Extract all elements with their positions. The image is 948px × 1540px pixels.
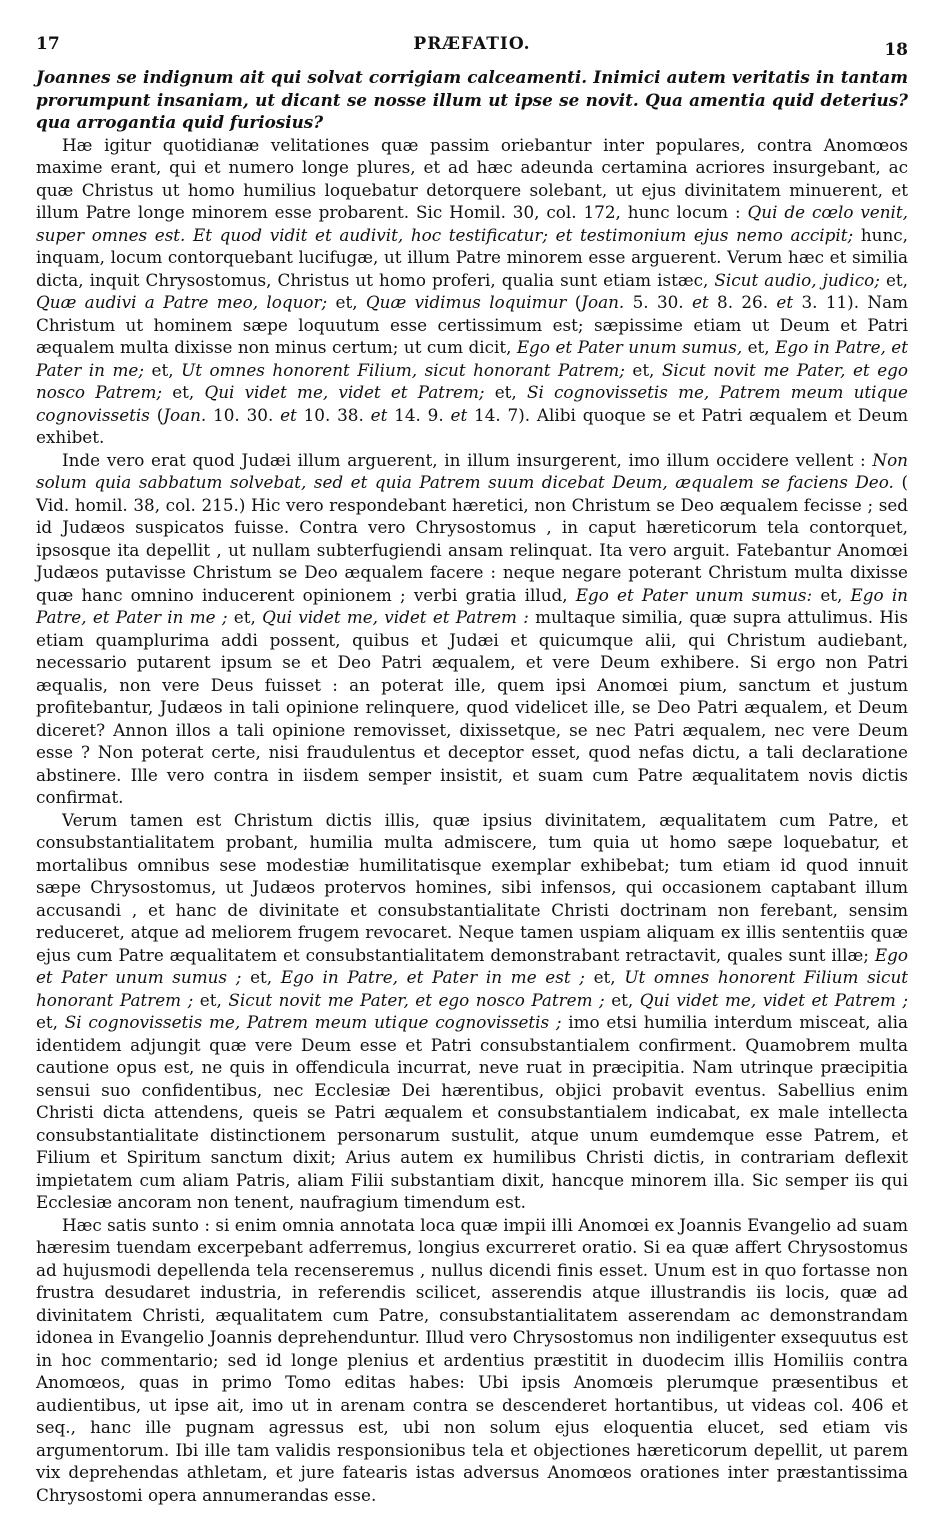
text-run: et,	[241, 967, 281, 987]
text-run: et,	[624, 359, 662, 380]
text-run: et,	[36, 1012, 65, 1032]
paragraph-4	[36, 809, 908, 1214]
text-run: et,	[327, 292, 366, 312]
text-run: Ut omnes honorent Filium sicut honorant Patrem ;	[36, 967, 909, 1010]
text-run: et,	[144, 359, 182, 380]
text-run: 14. 7). Alibi quoque se et Patri æqualem et Deum exhibet.	[36, 404, 908, 447]
document-page	[36, 28, 908, 1524]
text-run: Hæc satis sunto : si enim omnia annotata loca quæ impii illi Anomœi ex Joannis Evangelio ad suam hæresim tuendam excerpebant adferremus, longius excurreret oratio. Si ea quæ affert Chrysostomus ad hujusmodi depellenda tela recenseremus , nullus dicendi finis esset. Unum est in quo fortasse non frustra desudaret industria, in referendis scilicet, asserendis atque illustrandis iis locis, quæ ad divinitatem Christi, æqualitatem cum Patre, consubstantialitatem asserendam ac demonstrandam idonea in Evangelio Joannis deprehenduntur. Illud vero Chrysostomus non indiligenter exsequutus est in hoc commentario; sed id longe plenius et ardentius præstitit in duodecim illis Homiliis contra Anomœos, quas in primo Tomo editas habes: Ubi ipsis Anomœis plerumque præsentibus et audientibus, ut ipse ait, imo ut in arenam contra se descenderet hortantibus, ut videas col. 406 et seq., hanc ille pugnam agressus est, ubi non solum ejus eloquentia elucet, sed etiam vis argumentorum. Ibi ille tam validis responsionibus tela et objectiones hæreticorum depellit, ut parem vix deprehendas athletam, et jure fatearis istas adversus Anomœos orationes inter præstantissima Chrysostomi opera annumerandas esse.	[36, 1214, 908, 1505]
text-run: Inde vero erat quod Judæi illum arguerent, in illum insurgerent, imo illum occidere vellent :	[62, 449, 873, 470]
text-run: et,	[812, 584, 851, 605]
text-run: et,	[193, 989, 229, 1010]
running-header	[36, 28, 908, 66]
text-run: 5. 30.	[624, 292, 692, 312]
page-number-right: 18	[884, 40, 908, 60]
text-run: Quæ audivi a Patre meo, loquor;	[36, 292, 328, 312]
text-run: Qui videt me, videt et Patrem :	[262, 607, 529, 627]
running-title: PRÆFATIO.	[413, 34, 531, 54]
text-run: et,	[162, 382, 205, 402]
text-run: Ego et Pater unum sumus:	[575, 584, 813, 605]
text-run: et,	[604, 989, 640, 1010]
text-run: et	[280, 404, 297, 425]
text-run: 8. 26.	[708, 292, 777, 312]
text-run: 10. 30.	[206, 404, 281, 425]
text-run: (	[149, 404, 164, 425]
text-run: 10. 38.	[296, 404, 371, 425]
text-run: Ego in Patre, et Pater in me est ;	[280, 967, 585, 987]
text-run: Non solum quia sabbatum solvebat, sed et quia Patrem suum dicebat Deum, æqualem se faciens Deo.	[36, 449, 908, 492]
text-run: Qui videt me, videt et Patrem;	[204, 382, 485, 402]
paragraph-3	[36, 449, 908, 809]
text-run: hunc, inquam, locum contorquebant lucifugæ, ut illum Patre minorem esse arguerent. Verum hæc et similia dicta, inquit Chrysostomus, Christus ut homo proferi, qualia sunt etiam istæc,	[36, 224, 908, 290]
text-run: Ego et Pater unum sumus,	[516, 337, 743, 357]
text-run: 3. 11). Nam Christum ut hominem sæpe loquutum esse certissimum est; sæpissime etiam ut Deum et Patri æqualem multa dixisse non minus certum; ut cum dicit,	[36, 292, 908, 357]
page-number-left: 17	[36, 34, 60, 54]
text-run: et,	[484, 382, 527, 402]
text-run: Sicut audio, judico;	[714, 269, 880, 290]
text-run: Ut omnes honorent Filium, sicut honorant Patrem;	[181, 359, 625, 380]
text-run: Quæ vidimus loquimur	[365, 292, 567, 312]
body-text	[36, 66, 908, 1506]
text-run: et	[776, 292, 794, 312]
text-run: Hæ igitur quotidianæ velitationes quæ passim oriebantur inter populares, contra Anomœos maxime erant, qui et numero longe plures, et ad hæc adeunda certamina acriores insurgebant, ac quæ Christus ut homo humilius loquebatur detorquere solebant, ut ejus divinitatem minuerent, et illum Patre longe minorem esse probarent. Sic Homil. 30, col. 172, hunc locum :	[36, 134, 908, 222]
text-run: et	[691, 292, 709, 312]
text-run: et,	[879, 269, 908, 290]
text-run: et	[450, 404, 468, 425]
text-run: Ego in Patre, et Pater in me;	[36, 337, 908, 380]
text-run: Si cognovissetis me, Patrem meum utique cognovissetis ;	[64, 1012, 562, 1032]
text-run: Joan.	[163, 404, 207, 425]
text-run: Sicut novit me Pater, et ego nosco Patrem ;	[228, 989, 605, 1010]
text-run: et,	[227, 607, 263, 627]
text-run: Joannes se indignum ait qui solvat corrigiam calceamenti. Inimici autem veritatis in tantam prorumpunt insaniam, ut dicant se nosse illum ut ipse se novit. Qua amentia quid deterius? qua arrogantia quid furiosius?	[36, 67, 908, 132]
text-run: Joan.	[581, 292, 625, 312]
text-run: Qui de cœlo venit, super omnes est. Et quod vidit et audivit, hoc testificatur; et testimonium ejus nemo accipit;	[36, 202, 908, 245]
paragraph-2	[36, 134, 908, 449]
text-run: Qui videt me, videt et Patrem ;	[639, 989, 909, 1010]
paragraph-1	[36, 66, 908, 134]
paragraph-5	[36, 1214, 908, 1507]
text-run: et,	[742, 337, 776, 357]
text-run: et	[370, 404, 388, 425]
text-run: Ego et Pater unum sumus ;	[36, 944, 908, 987]
text-run: Si cognovissetis me, Patrem meum utique cognovissetis	[36, 382, 908, 425]
text-run: ( Vid. homil. 38, col. 215.) Hic vero respondebant hæretici, non Christum se Deo æqualem fecisse ; sed id Judæos suspicatos fuisse. Contra vero Chrysostomus , in caput hæreticorum tela contorquet, ipsosque ita depellit , ut nullam subterfugiendi ansam relinquat. Ita vero arguit. Fatebantur Anomœi Judæos putavisse Christum se Deo æqualem facere : neque negare poterant Christum multa dixisse quæ hanc omnino inducerent opinionem ; verbi gratia illud,	[36, 472, 908, 605]
text-run: Ego in Patre, et Pater in me ;	[36, 584, 908, 627]
text-run: imo etsi humilia interdum misceat, alia identidem adjungit quæ vere Deum esse et Patri consubstantialem confirment. Quamobrem multa cautione opus est, ne quis in offendicula incurrat, neve ruat in præcipitia. Nam utrinque præcipitia sensui suo confidentibus, nec Ecclesiæ Dei hærentibus, objici probavit eventus. Sabellius enim Christi dicta attendens, queis se Patri æqualem et consubstantialem indicabat, ex male intellecta consubstantialitate distinctionem personarum sustulit, atque unum eumdemque esse Patrem, et Filium et Spiritum sanctum dixit; Arius autem ex humilibus Christi dictis, in contrariam deflexit impietatem cum aliam Patris, aliam Filii substantiam dixit, hancque minorem illa. Sic semper iis qui Ecclesiæ ancoram non tenent, naufragium timendum est.	[36, 1012, 908, 1212]
text-run: multaque similia, quæ supra attulimus. His etiam quamplurima addi possent, quibus et Judæi et quicumque alii, qui Christum audiebant, necessario putarent ipsum se et Deo Patri æqualem, et vere Deum exhibere. Si ergo non Patri æqualis, non vere Deus fuisset : an poterat ille, quem ipsi Anomœi pium, sanctum et justum profitebantur, Judæos in tali opinione relinquere, quod videlicet ille, se Deo Patri æqualem, et Deum diceret? Annon illos a tali opinione removisset, dixissetque, se nec Patri æqualem, nec vere Deum esse ? Non poterat certe, nisi fraudulentus et deceptor esset, quod nefas dictu, a tali declaratione abstinere. Ille vero contra in iisdem semper insistit, et suam cum Patre æqualitatem novis dictis confirmat.	[36, 607, 908, 807]
text-run: (	[566, 292, 582, 312]
text-run: Verum tamen est Christum dictis illis, quæ ipsius divinitatem, æqualitatem cum Patre, et consubstantialitatem probant, humilia multa admiscere, tum quia ut homo sæpe loquebatur, et mortalibus omnibus sese modestiæ humilitatisque exemplar exhibebat; tum etiam id quod innuit sæpe Chrysostomus, ut Judæos protervos homines, sibi infensos, qui occasionem captabant illum accusandi , et hanc de divinitate et consubstantialitate Christi doctrinam non ferebant, sensim reduceret, atque ad meliorem frugem revocaret. Neque tamen uspiam aliquam ex illis sententiis quæ ejus cum Patre æqualitatem et consubstantialitatem demonstrabant retractavit, quales sunt illæ;	[36, 809, 908, 965]
text-run: 14. 9.	[387, 404, 451, 425]
text-run: et,	[584, 967, 625, 987]
text-run: Sicut novit me Pater, et ego nosco Patrem;	[36, 359, 908, 402]
